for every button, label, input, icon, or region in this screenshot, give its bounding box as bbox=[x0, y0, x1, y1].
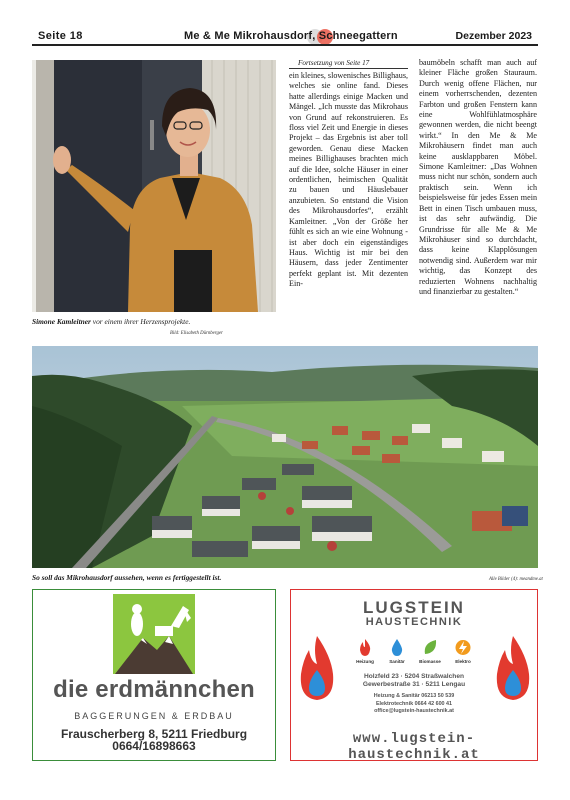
lugstein-website-link[interactable]: www.lugstein-haustechnik.at bbox=[348, 731, 480, 763]
column-rule bbox=[289, 68, 408, 69]
leaf-icon bbox=[423, 639, 437, 656]
aerial-caption-text: So soll das Mikrohausdorf aussehen, wenn es fertiggestellt ist. bbox=[32, 573, 222, 582]
erdmaennchen-phone: 0664/16898663 bbox=[112, 739, 196, 753]
service-label-biomasse: Biomasse bbox=[419, 659, 441, 664]
erdmaennchen-contact bbox=[33, 728, 275, 752]
erdmaennchen-address: Frauscherberg 8, 5211 Friedburg bbox=[60, 727, 248, 741]
erdmaennchen-name bbox=[33, 676, 275, 704]
lugstein-addresses bbox=[291, 673, 537, 689]
aerial-caption bbox=[32, 573, 221, 582]
issue-date: Dezember 2023 bbox=[455, 30, 532, 42]
lugstein-phone-2: Elektrotechnik 0664 42 600 41 bbox=[375, 700, 453, 707]
lugstein-contact bbox=[291, 693, 537, 716]
portrait-photo bbox=[32, 60, 276, 312]
aerial-village-photo bbox=[32, 346, 538, 568]
caption-text: vor einem ihrer Herzensprojekte. bbox=[90, 317, 191, 326]
article-column-2: baumöbeln schafft man auch auf kleiner Fläche großen Stauraum. Durch wenig offene Flächen, nur einem vorherrschenden, dezenten Farbton und großen Fenstern kann eine Wohlfühlatmosphäre gewonnen werden, die nicht beengt wirkt.“ In den Me & Me Mikrohäusern findet man auch keine ausklappbaren Möbel. Simone Kamleitner: „Das Wohnen muss nicht nur schön, sondern auch praktisch sein. Wenn ich beispielsweise für jedes Essen mein Bett in einen Tisch umbauen muss, ist das sehr aufwändig. Die Grundrisse für alle Me & Me Mikrohäuser sind so durchdacht, dass keine Klapplösungen notwendig sind. Außerdem war mir wichtig, das Konzept des reduzierten Wohnens nachhaltig und finanzierbar zu gestalten.“ bbox=[419, 58, 537, 296]
portrait-caption bbox=[32, 317, 276, 326]
flame-icon bbox=[359, 639, 371, 656]
lugstein-address-2: Gewerbestraße 31 · 5211 Lengau bbox=[362, 681, 466, 688]
page-number: Seite 18 bbox=[38, 30, 83, 42]
lightning-icon bbox=[455, 639, 471, 656]
ad-lugstein[interactable] bbox=[290, 589, 538, 761]
caption-person-name: Simone Kamleitner bbox=[32, 317, 91, 326]
aerial-credit: Alle Bilder (4): meandme.at bbox=[489, 577, 543, 582]
service-label-heizung: Heizung bbox=[356, 659, 374, 664]
page-header bbox=[32, 28, 538, 45]
lugstein-phone-1: Heizung & Sanitär 06213 50 539 bbox=[373, 693, 455, 699]
article-column-1: ein kleines, slowenisches Billighaus, welches sie online fand. Dieses hatte allerdings einige Macken und Mängel. „Ich musste das Mikrohaus von Grund auf rekonstruieren. Es floss viel Zeit und Energie in dieses Projekt – das Ergebnis ist aber toll geworden. Genau diese Macken meines Billighauses brachten mich auf die Idee, solche Häuser in einer ordentlichen, heimischen Qualität zu bauen und Häuslebauer anzubieten. So entstand die Vision des Mikrohausdorfes“, erzählt Kamleitner. „Von der Größe her fühlt es sich an wie eine Wohnung - ist aber doch ein eigenständiges Haus. Wichtig ist mir bei den Häusern, dass jeder Zentimenter perfekt geplant ist. Mit dezenten Ein- bbox=[289, 71, 408, 289]
lugstein-address-1: Holzfeld 23 · 5204 Straßwalchen bbox=[363, 673, 465, 680]
erdmaennchen-logo bbox=[113, 594, 195, 674]
service-label-elektro: Elektro bbox=[455, 659, 471, 664]
continued-note: Fortsetzung von Seite 17 bbox=[298, 59, 370, 67]
lugstein-title: LUGSTEIN bbox=[363, 598, 465, 617]
header-rule bbox=[32, 44, 538, 46]
water-drop-icon bbox=[391, 639, 403, 656]
lugstein-subtitle: HAUSTECHNIK bbox=[365, 616, 463, 628]
lugstein-email[interactable]: office@lugstein-haustechnik.at bbox=[374, 708, 454, 715]
service-label-sanitaer: Sanitär bbox=[389, 659, 405, 664]
ad-erdmaennchen[interactable] bbox=[32, 589, 276, 761]
lugstein-service-icons bbox=[351, 639, 481, 669]
erdmaennchen-brand: die erdmännchen bbox=[53, 676, 255, 703]
publication-title: Me & Me Mikrohausdorf, Schneegattern bbox=[184, 30, 398, 42]
portrait-credit: Bild: Elisabeth Dürnberger bbox=[170, 331, 223, 336]
erdmaennchen-services: BAGGERUNGEN & ERDBAU bbox=[74, 711, 234, 721]
